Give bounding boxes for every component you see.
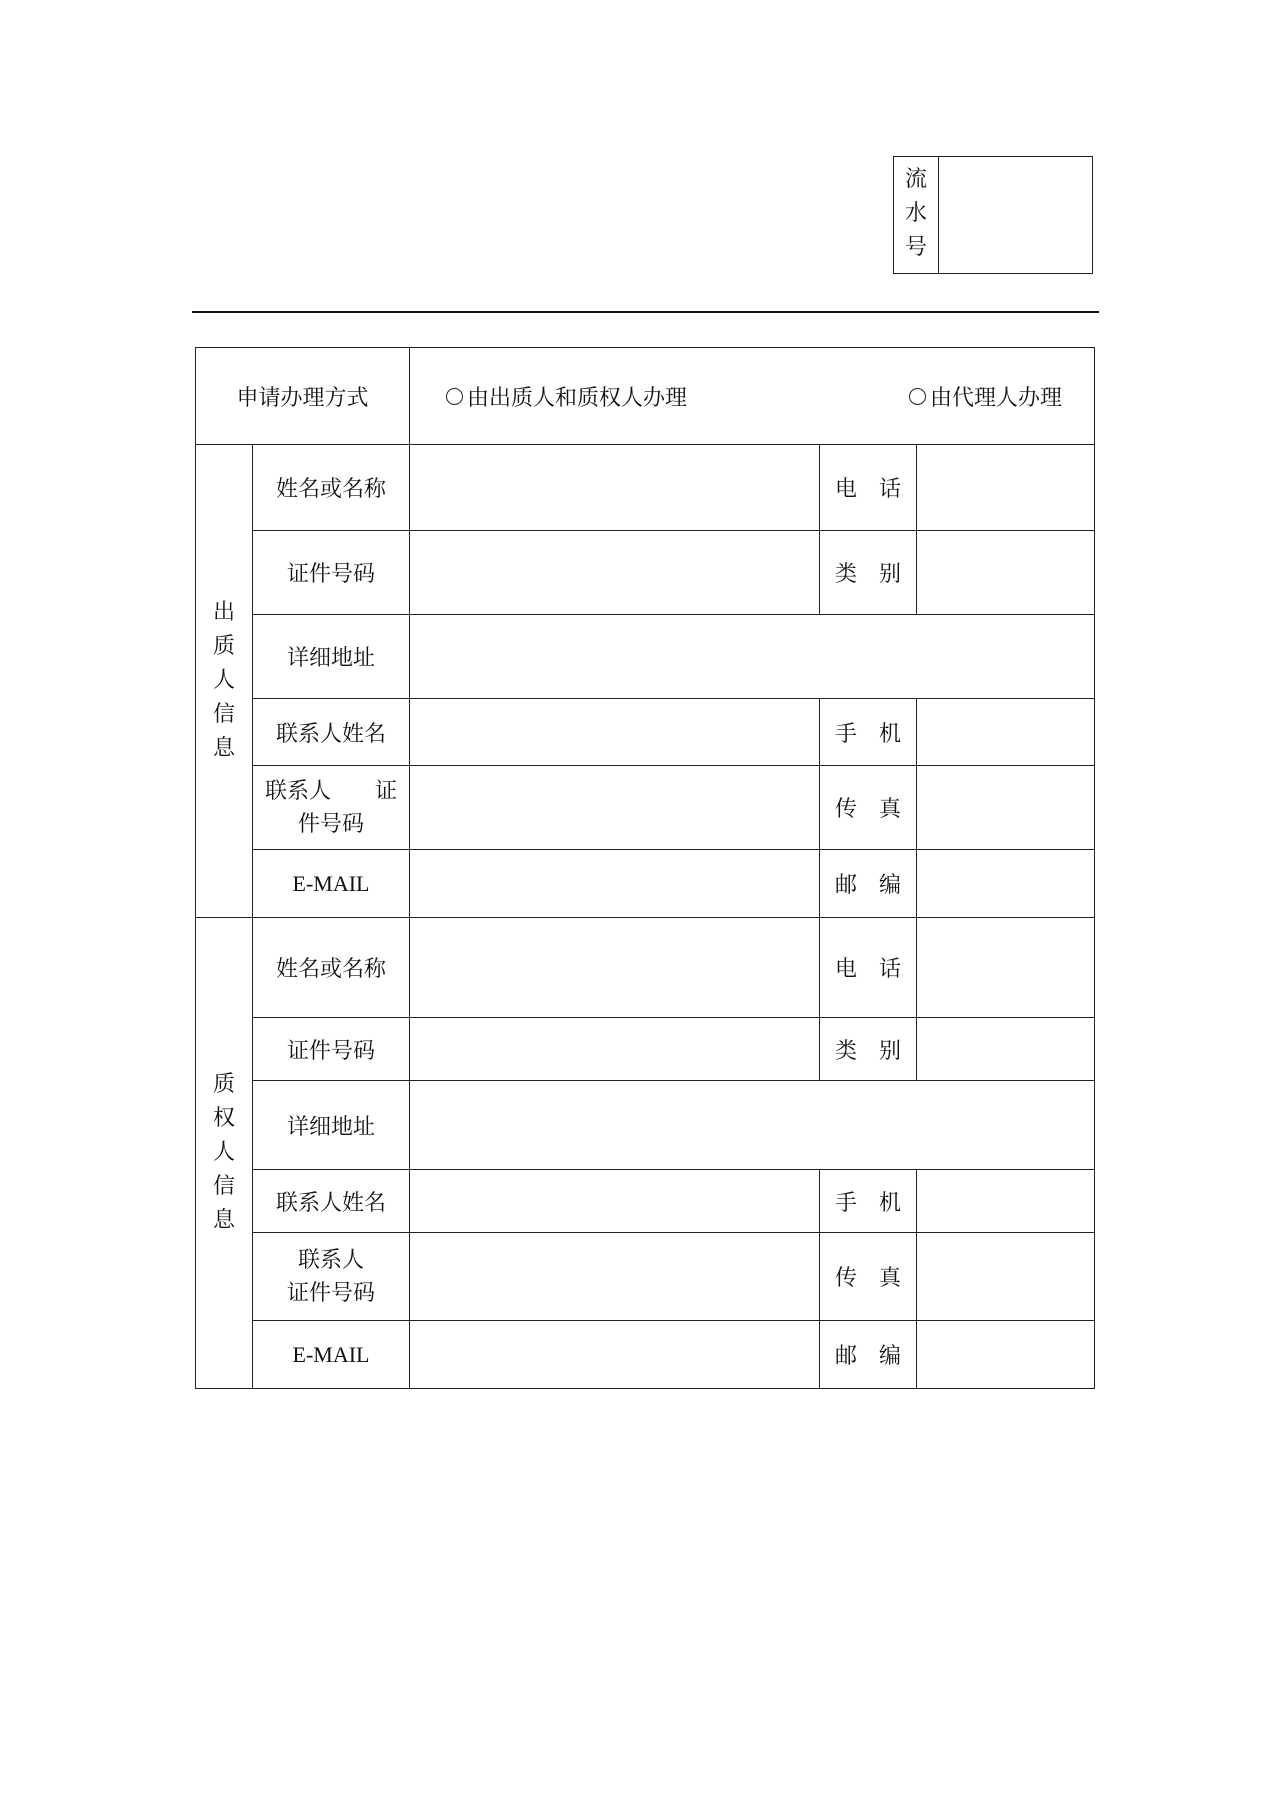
pledgor-postcode-label: 邮 编 xyxy=(820,850,917,918)
pledgee-phone-field[interactable] xyxy=(917,918,1095,1018)
option-agent[interactable] xyxy=(909,381,1062,412)
pledgee-id-label: 证件号码 xyxy=(253,1018,410,1081)
serial-number-box xyxy=(893,156,1093,274)
pledgee-mobile-field[interactable] xyxy=(917,1170,1095,1233)
pledgee-address-label: 详细地址 xyxy=(253,1081,410,1170)
pledgee-email-field[interactable] xyxy=(410,1321,820,1389)
pledgee-email-label: E-MAIL xyxy=(253,1321,410,1389)
pledgee-name-label: 姓名或名称 xyxy=(253,918,410,1018)
pledgee-fax-label: 传 真 xyxy=(820,1233,917,1321)
pledgor-contact-name-field[interactable] xyxy=(410,699,820,766)
method-options-cell xyxy=(410,348,1095,445)
pledgor-fax-field[interactable] xyxy=(917,766,1095,850)
header-divider xyxy=(192,311,1099,313)
serial-label-char: 号 xyxy=(904,235,927,260)
pledgee-name-field[interactable] xyxy=(410,918,820,1018)
pledgee-section-label xyxy=(196,918,253,1389)
pledgor-email-row xyxy=(196,850,1095,918)
section-char: 质 xyxy=(212,1072,235,1097)
pledgee-contact-name-field[interactable] xyxy=(410,1170,820,1233)
pledgor-id-field[interactable] xyxy=(410,531,820,615)
method-label: 申请办理方式 xyxy=(196,348,410,445)
label-line: 证件号码 xyxy=(287,1280,376,1306)
pledgee-contact-id-label xyxy=(253,1233,410,1321)
radio-icon[interactable] xyxy=(909,388,926,405)
section-char: 信 xyxy=(212,702,235,727)
pledgor-mobile-field[interactable] xyxy=(917,699,1095,766)
pledgor-name-row xyxy=(196,445,1095,531)
pledgor-type-field[interactable] xyxy=(917,531,1095,615)
pledgee-mobile-label: 手 机 xyxy=(820,1170,917,1233)
pledgee-type-field[interactable] xyxy=(917,1018,1095,1081)
section-char: 质 xyxy=(212,634,235,659)
pledgor-phone-label: 电 话 xyxy=(820,445,917,531)
serial-label-char: 流 xyxy=(904,167,927,192)
pledgor-address-row xyxy=(196,615,1095,699)
pledgor-contact-id-row xyxy=(196,766,1095,850)
pledgor-address-field[interactable] xyxy=(410,615,1095,699)
pledgee-contact-name-row xyxy=(196,1170,1095,1233)
serial-number-label xyxy=(894,157,939,273)
serial-label-char: 水 xyxy=(904,201,927,226)
pledgor-address-label: 详细地址 xyxy=(253,615,410,699)
pledgor-contact-id-label xyxy=(253,766,410,850)
pledgee-id-row xyxy=(196,1018,1095,1081)
section-char: 人 xyxy=(212,1140,235,1165)
pledgee-postcode-label: 邮 编 xyxy=(820,1321,917,1389)
pledgee-contact-name-label: 联系人姓名 xyxy=(253,1170,410,1233)
option-pledgor-pledgee-label: 由出质人和质权人办理 xyxy=(467,385,688,411)
pledgee-type-label: 类 别 xyxy=(820,1018,917,1081)
pledgor-name-field[interactable] xyxy=(410,445,820,531)
serial-number-field[interactable] xyxy=(939,157,1092,273)
pledgee-contact-id-field[interactable] xyxy=(410,1233,820,1321)
pledgee-name-row xyxy=(196,918,1095,1018)
option-agent-label: 由代理人办理 xyxy=(930,385,1063,411)
section-char: 信 xyxy=(212,1174,235,1199)
section-char: 息 xyxy=(212,1208,235,1233)
pledgor-postcode-field[interactable] xyxy=(917,850,1095,918)
label-line: 联系人 xyxy=(298,1247,365,1273)
pledgee-postcode-field[interactable] xyxy=(917,1321,1095,1389)
section-char: 息 xyxy=(212,736,235,761)
pledgor-type-label: 类 别 xyxy=(820,531,917,615)
radio-icon[interactable] xyxy=(446,388,463,405)
method-row xyxy=(196,348,1095,445)
pledgee-phone-label: 电 话 xyxy=(820,918,917,1018)
pledgee-address-row xyxy=(196,1081,1095,1170)
section-char: 人 xyxy=(212,668,235,693)
pledgor-contact-name-row xyxy=(196,699,1095,766)
pledgee-contact-id-row xyxy=(196,1233,1095,1321)
label-line: 联系人 证 xyxy=(265,778,398,804)
pledgor-section-label xyxy=(196,445,253,918)
section-char: 出 xyxy=(212,600,235,625)
pledgee-email-row xyxy=(196,1321,1095,1389)
pledgor-contact-name-label: 联系人姓名 xyxy=(253,699,410,766)
pledgee-fax-field[interactable] xyxy=(917,1233,1095,1321)
pledgor-name-label: 姓名或名称 xyxy=(253,445,410,531)
pledgor-email-field[interactable] xyxy=(410,850,820,918)
registration-form-table xyxy=(195,347,1095,1389)
section-char: 权 xyxy=(212,1106,235,1131)
pledgee-id-field[interactable] xyxy=(410,1018,820,1081)
pledgor-fax-label: 传 真 xyxy=(820,766,917,850)
pledgee-address-field[interactable] xyxy=(410,1081,1095,1170)
pledgor-id-label: 证件号码 xyxy=(253,531,410,615)
pledgor-mobile-label: 手 机 xyxy=(820,699,917,766)
label-line: 件号码 xyxy=(298,811,365,837)
pledgor-contact-id-field[interactable] xyxy=(410,766,820,850)
pledgor-email-label: E-MAIL xyxy=(253,850,410,918)
pledgor-id-row xyxy=(196,531,1095,615)
option-pledgor-pledgee[interactable] xyxy=(446,381,687,412)
pledgor-phone-field[interactable] xyxy=(917,445,1095,531)
